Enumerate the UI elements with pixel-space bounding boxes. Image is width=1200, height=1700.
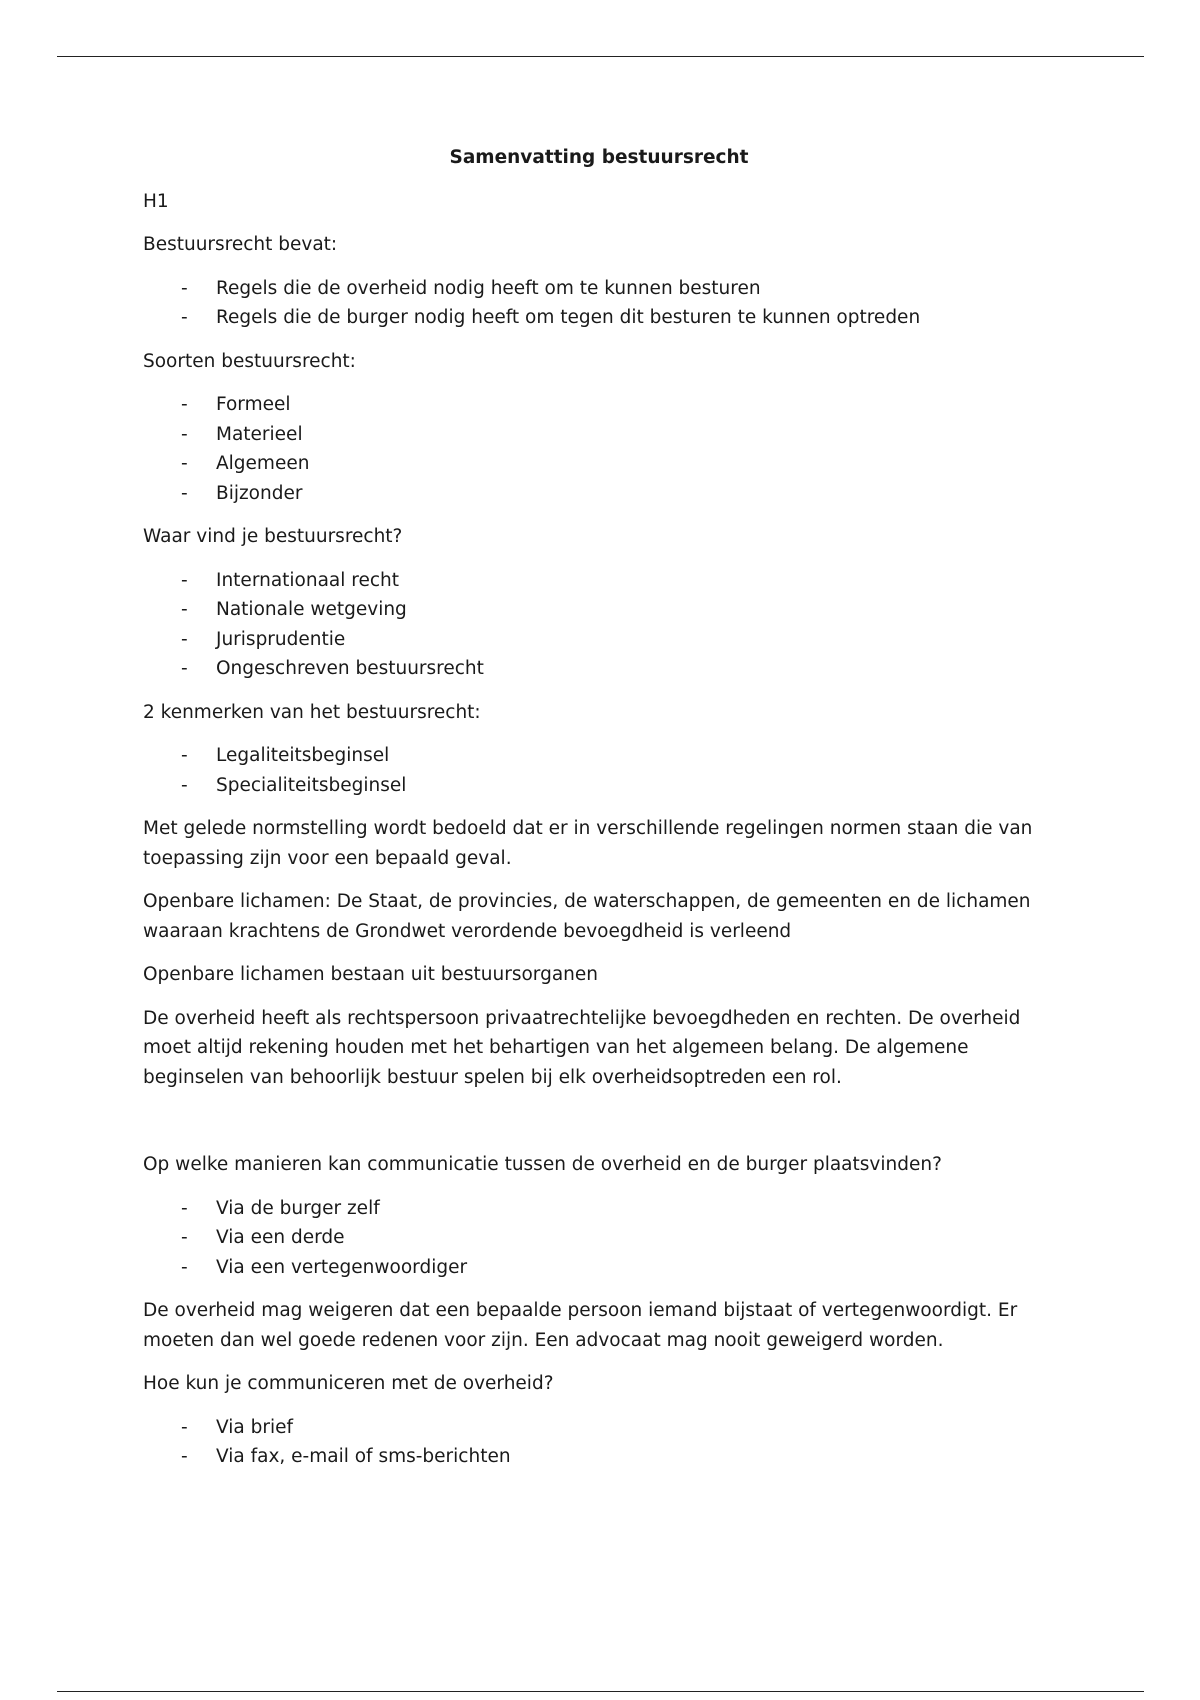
document-title: Samenvatting bestuursrecht	[449, 147, 749, 168]
bullet-list	[143, 1194, 1055, 1283]
paragraph: De overheid mag weigeren dat een bepaalde persoon iemand bijstaat of vertegenwoordigt. Er moeten dan wel goede redenen voor zijn. Een advocaat mag nooit geweigerd worden.	[143, 1300, 1018, 1351]
dash-bullet: -	[181, 569, 188, 591]
paragraph: Bestuursrecht bevat:	[143, 234, 338, 255]
list-item-text: Legaliteitsbeginsel	[216, 745, 390, 766]
dash-bullet: -	[181, 1227, 188, 1248]
dash-bullet: -	[181, 277, 188, 299]
list-item	[143, 390, 1055, 420]
dash-bullet: -	[181, 745, 188, 766]
dash-bullet: -	[181, 1446, 188, 1467]
dash-bullet: -	[181, 628, 188, 650]
list-item	[143, 274, 1055, 304]
paragraph: De overheid heeft als rechtspersoon privaatrechtelijke bevoegdheden en rechten. De overheid moet altijd rekening houden met het behartigen van het algemeen belang. De algemene beginselen van behoorlijk bestuur spelen bij elk overheidsoptreden een rol.	[143, 1007, 1021, 1088]
dash-bullet: -	[181, 1416, 188, 1438]
bullet-list	[143, 566, 1055, 684]
list-item	[143, 1223, 1055, 1253]
list-item	[143, 420, 1055, 450]
dash-bullet: -	[181, 1197, 188, 1219]
paragraph: 2 kenmerken van het bestuursrecht:	[143, 701, 481, 723]
list-item-text: Specialiteitsbeginsel	[216, 774, 407, 796]
list-item-text: Nationale wetgeving	[216, 599, 407, 620]
bullet-list	[143, 741, 1055, 800]
list-item-text: Via een vertegenwoordiger	[216, 1256, 468, 1278]
list-item-text: Algemeen	[216, 453, 310, 474]
bullet-list	[143, 1413, 1055, 1472]
paragraph: Soorten bestuursrecht:	[143, 350, 356, 372]
list-item-text: Via een derde	[216, 1227, 345, 1248]
list-item	[143, 1194, 1055, 1224]
dash-bullet: -	[181, 599, 188, 620]
bullet-list	[143, 390, 1055, 508]
dash-bullet: -	[181, 453, 188, 474]
list-item-text: Via brief	[216, 1416, 293, 1438]
document-body	[143, 143, 1055, 1486]
paragraph: Waar vind je bestuursrecht?	[143, 526, 403, 547]
dash-bullet: -	[181, 774, 188, 796]
list-item-text: Via de burger zelf	[216, 1197, 380, 1219]
list-item	[143, 1253, 1055, 1283]
list-item-text: Regels die de burger nodig heeft om tegen dit besturen te kunnen optreden	[216, 307, 921, 328]
list-item	[143, 1413, 1055, 1443]
list-item	[143, 566, 1055, 596]
list-item-text: Regels die de overheid nodig heeft om te kunnen besturen	[216, 277, 761, 299]
list-item	[143, 625, 1055, 655]
header-rule	[57, 56, 1144, 57]
list-item	[143, 771, 1055, 801]
list-item	[143, 479, 1055, 509]
list-item	[143, 595, 1055, 625]
list-item-text: Materieel	[216, 423, 303, 445]
list-item-text: Formeel	[216, 394, 291, 415]
list-item-text: Bijzonder	[216, 482, 303, 504]
dash-bullet: -	[181, 307, 188, 328]
footer-rule	[57, 1691, 1144, 1692]
list-item	[143, 741, 1055, 771]
paragraph: Met gelede normstelling wordt bedoeld dat er in verschillende regelingen normen staan die van toepassing zijn voor een bepaald geval.	[143, 818, 1033, 869]
bullet-list	[143, 274, 1055, 333]
list-item	[143, 1442, 1055, 1472]
dash-bullet: -	[181, 394, 188, 415]
dash-bullet: -	[181, 658, 188, 679]
list-item-text: Via fax, e-mail of sms-berichten	[216, 1446, 511, 1467]
list-item-text: Jurisprudentie	[216, 628, 346, 650]
list-item-text: Internationaal recht	[216, 569, 400, 591]
dash-bullet: -	[181, 1256, 188, 1278]
paragraph: Openbare lichamen bestaan uit bestuursorganen	[143, 964, 598, 985]
list-item	[143, 303, 1055, 333]
list-item-text: Ongeschreven bestuursrecht	[216, 658, 484, 679]
paragraph: Hoe kun je communiceren met de overheid?	[143, 1373, 554, 1394]
list-item	[143, 449, 1055, 479]
list-item	[143, 654, 1055, 684]
dash-bullet: -	[181, 423, 188, 445]
paragraph: Op welke manieren kan communicatie tussen de overheid en de burger plaatsvinden?	[143, 1154, 942, 1175]
paragraph: Openbare lichamen: De Staat, de provincies, de waterschappen, de gemeenten en de lichamen waaraan krachtens de Grondwet verordende bevoegdheid is verleend	[143, 891, 1031, 942]
blank-space	[143, 1106, 1055, 1150]
dash-bullet: -	[181, 482, 188, 504]
paragraph: H1	[143, 190, 169, 212]
